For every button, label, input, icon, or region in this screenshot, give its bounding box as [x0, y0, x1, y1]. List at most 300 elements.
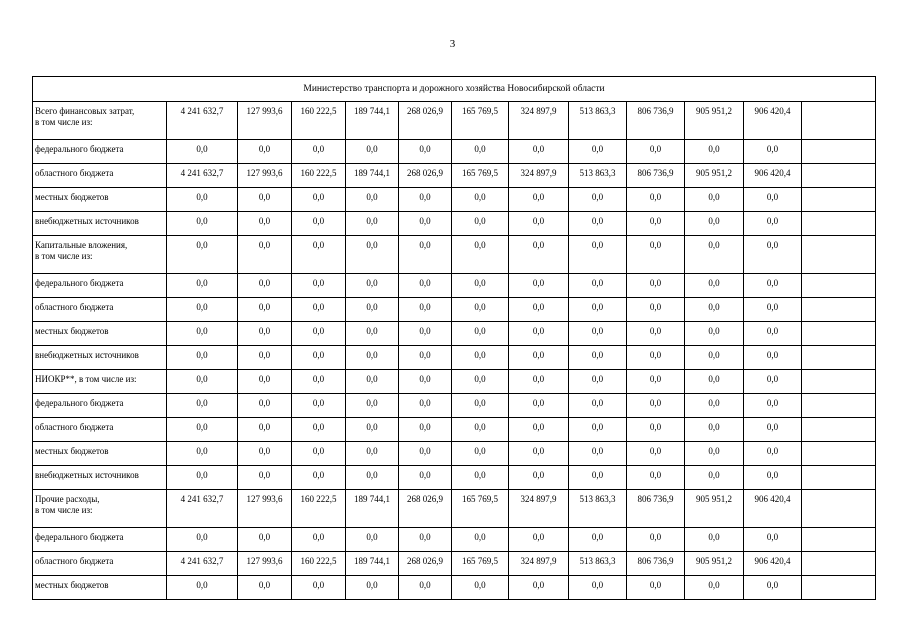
- value-cell: [238, 164, 292, 188]
- value-text: 0,0: [366, 374, 378, 384]
- value-cell: [399, 528, 452, 552]
- row-label: [33, 490, 167, 528]
- value-text: 127 993,6: [246, 494, 283, 504]
- row-label: [33, 236, 167, 274]
- value-cell: [627, 298, 685, 322]
- value-text: 0,0: [196, 278, 208, 288]
- empty-cell: [802, 164, 876, 188]
- value-cell: [292, 528, 346, 552]
- value-cell: [346, 394, 399, 418]
- value-cell: [452, 188, 509, 212]
- row-label-line: областного бюджета: [35, 302, 114, 312]
- empty-cell: [802, 370, 876, 394]
- value-cell: [569, 370, 627, 394]
- value-cell: [452, 164, 509, 188]
- empty-cell: [802, 188, 876, 212]
- table-row: [33, 274, 876, 298]
- value-text: 0,0: [419, 446, 431, 456]
- value-cell: [744, 346, 802, 370]
- value-cell: [167, 552, 238, 576]
- value-text: 0,0: [258, 580, 271, 590]
- value-cell: [399, 370, 452, 394]
- value-text: 0,0: [258, 278, 271, 288]
- row-label: [33, 442, 167, 466]
- value-text: 0,0: [474, 446, 486, 456]
- table-row: [33, 466, 876, 490]
- value-text: 0,0: [708, 192, 720, 202]
- value-cell: [744, 370, 802, 394]
- value-text: 0,0: [766, 532, 779, 542]
- value-cell: [346, 466, 399, 490]
- value-cell: [167, 528, 238, 552]
- value-text: 0,0: [649, 278, 662, 288]
- empty-cell: [802, 576, 876, 600]
- value-text: 0,0: [196, 532, 208, 542]
- table-row: [33, 164, 876, 188]
- row-label-line: областного бюджета: [35, 556, 114, 566]
- value-cell: [292, 212, 346, 236]
- value-cell: [627, 140, 685, 164]
- value-cell: [292, 418, 346, 442]
- value-cell: [292, 298, 346, 322]
- value-text: 0,0: [474, 240, 486, 250]
- value-cell: [627, 442, 685, 466]
- value-text: 0,0: [474, 192, 486, 202]
- value-text: 0,0: [258, 240, 271, 250]
- value-cell: [346, 164, 399, 188]
- value-cell: [569, 212, 627, 236]
- empty-cell: [802, 466, 876, 490]
- value-text: 0,0: [419, 470, 431, 480]
- table-row: [33, 140, 876, 164]
- value-text: 0,0: [649, 470, 662, 480]
- value-text: 0,0: [649, 446, 662, 456]
- value-text: 0,0: [312, 350, 325, 360]
- row-label-line: федерального бюджета: [35, 278, 124, 288]
- value-text: 0,0: [591, 216, 604, 226]
- value-cell: [452, 298, 509, 322]
- value-text: 0,0: [591, 326, 604, 336]
- value-text: 513 863,3: [579, 106, 616, 116]
- value-cell: [167, 188, 238, 212]
- table-row: [33, 346, 876, 370]
- value-cell: [238, 466, 292, 490]
- value-cell: [627, 466, 685, 490]
- value-text: 0,0: [532, 240, 545, 250]
- value-cell: [685, 370, 744, 394]
- value-text: 0,0: [366, 470, 378, 480]
- value-cell: [238, 490, 292, 528]
- value-cell: [744, 274, 802, 298]
- value-cell: [569, 442, 627, 466]
- value-text: 806 736,9: [637, 168, 674, 178]
- value-text: 189 744,1: [354, 556, 390, 566]
- value-cell: [452, 418, 509, 442]
- value-text: 906 420,4: [754, 494, 791, 504]
- value-cell: [509, 490, 569, 528]
- value-cell: [399, 346, 452, 370]
- value-cell: [346, 188, 399, 212]
- value-cell: [685, 274, 744, 298]
- value-cell: [346, 346, 399, 370]
- value-text: 189 744,1: [354, 494, 390, 504]
- empty-cell: [802, 212, 876, 236]
- value-text: 0,0: [474, 374, 486, 384]
- value-text: 0,0: [419, 326, 431, 336]
- value-cell: [744, 394, 802, 418]
- value-cell: [399, 236, 452, 274]
- value-cell: [292, 164, 346, 188]
- value-cell: [685, 236, 744, 274]
- value-cell: [238, 212, 292, 236]
- value-text: 0,0: [312, 422, 325, 432]
- value-cell: [292, 140, 346, 164]
- table-row: [33, 212, 876, 236]
- value-text: 0,0: [196, 422, 208, 432]
- value-cell: [346, 528, 399, 552]
- table-row: [33, 188, 876, 212]
- value-cell: [452, 490, 509, 528]
- value-text: 0,0: [474, 398, 486, 408]
- value-text: 0,0: [366, 240, 378, 250]
- row-label-line: областного бюджета: [35, 168, 114, 178]
- value-text: 0,0: [366, 216, 378, 226]
- value-cell: [685, 528, 744, 552]
- value-cell: [238, 346, 292, 370]
- value-cell: [744, 418, 802, 442]
- row-label-line: местных бюджетов: [35, 580, 109, 590]
- value-text: 513 863,3: [579, 494, 616, 504]
- value-text: 806 736,9: [637, 494, 674, 504]
- value-text: 0,0: [766, 326, 779, 336]
- value-text: 324 897,9: [520, 168, 557, 178]
- value-cell: [744, 466, 802, 490]
- value-text: 0,0: [532, 374, 545, 384]
- value-cell: [292, 490, 346, 528]
- value-text: 0,0: [196, 580, 208, 590]
- value-text: 0,0: [312, 326, 325, 336]
- value-cell: [569, 466, 627, 490]
- value-text: 0,0: [649, 326, 662, 336]
- value-cell: [238, 576, 292, 600]
- value-text: 0,0: [591, 580, 604, 590]
- value-text: 0,0: [708, 422, 720, 432]
- value-cell: [569, 528, 627, 552]
- row-label: [33, 140, 167, 164]
- value-cell: [167, 298, 238, 322]
- value-cell: [452, 394, 509, 418]
- value-cell: [452, 528, 509, 552]
- value-cell: [744, 188, 802, 212]
- value-text: 0,0: [766, 240, 779, 250]
- value-text: 0,0: [366, 350, 378, 360]
- row-label-line: в том числе из:: [35, 251, 93, 261]
- value-cell: [627, 552, 685, 576]
- value-cell: [627, 490, 685, 528]
- value-text: 268 026,9: [407, 494, 443, 504]
- value-text: 0,0: [366, 398, 378, 408]
- row-label-line: местных бюджетов: [35, 192, 109, 202]
- value-text: 0,0: [474, 350, 486, 360]
- value-text: 906 420,4: [754, 556, 791, 566]
- value-text: 165 769,5: [462, 106, 498, 116]
- value-cell: [452, 346, 509, 370]
- value-text: 0,0: [649, 302, 662, 312]
- value-text: 0,0: [766, 446, 779, 456]
- value-text: 0,0: [591, 192, 604, 202]
- value-cell: [685, 102, 744, 140]
- value-cell: [627, 528, 685, 552]
- value-cell: [346, 370, 399, 394]
- value-cell: [452, 466, 509, 490]
- value-cell: [346, 102, 399, 140]
- value-cell: [346, 490, 399, 528]
- value-text: 0,0: [708, 350, 720, 360]
- value-cell: [627, 346, 685, 370]
- value-cell: [292, 370, 346, 394]
- value-text: 0,0: [312, 470, 325, 480]
- value-text: 0,0: [258, 398, 271, 408]
- value-cell: [509, 322, 569, 346]
- value-text: 0,0: [312, 580, 325, 590]
- value-text: 0,0: [591, 398, 604, 408]
- empty-cell: [802, 102, 876, 140]
- value-text: 0,0: [366, 422, 378, 432]
- value-text: 0,0: [474, 216, 486, 226]
- value-cell: [509, 346, 569, 370]
- value-text: 0,0: [708, 326, 720, 336]
- value-text: 0,0: [532, 192, 545, 202]
- value-text: 0,0: [366, 446, 378, 456]
- value-text: 0,0: [474, 144, 486, 154]
- value-text: 0,0: [196, 192, 208, 202]
- row-label: [33, 418, 167, 442]
- value-text: 0,0: [196, 326, 208, 336]
- value-cell: [346, 236, 399, 274]
- row-label: [33, 322, 167, 346]
- value-text: 160 222,5: [300, 106, 337, 116]
- value-cell: [238, 188, 292, 212]
- empty-cell: [802, 528, 876, 552]
- value-cell: [238, 552, 292, 576]
- value-text: 0,0: [258, 374, 271, 384]
- value-cell: [399, 394, 452, 418]
- value-text: 189 744,1: [354, 106, 390, 116]
- value-cell: [685, 140, 744, 164]
- value-cell: [509, 298, 569, 322]
- value-cell: [238, 442, 292, 466]
- value-cell: [346, 322, 399, 346]
- value-text: 0,0: [532, 580, 545, 590]
- value-cell: [569, 298, 627, 322]
- empty-cell: [802, 394, 876, 418]
- value-cell: [292, 102, 346, 140]
- row-label: [33, 576, 167, 600]
- value-text: 0,0: [312, 302, 325, 312]
- value-cell: [744, 552, 802, 576]
- value-text: 0,0: [312, 374, 325, 384]
- value-text: 0,0: [591, 350, 604, 360]
- value-cell: [569, 418, 627, 442]
- page-number: 3: [449, 38, 456, 50]
- empty-cell: [802, 236, 876, 274]
- value-cell: [292, 442, 346, 466]
- value-text: 513 863,3: [579, 168, 616, 178]
- value-text: 0,0: [312, 532, 325, 542]
- value-cell: [399, 552, 452, 576]
- row-label-line: НИОКР**, в том числе из:: [35, 374, 137, 384]
- value-cell: [292, 274, 346, 298]
- value-text: 0,0: [766, 350, 779, 360]
- value-cell: [238, 236, 292, 274]
- value-text: 0,0: [312, 192, 325, 202]
- value-cell: [167, 236, 238, 274]
- value-text: 0,0: [419, 144, 431, 154]
- value-cell: [399, 418, 452, 442]
- value-text: 160 222,5: [300, 168, 337, 178]
- value-text: 0,0: [649, 422, 662, 432]
- row-label: [33, 346, 167, 370]
- value-cell: [238, 102, 292, 140]
- value-cell: [744, 164, 802, 188]
- value-text: 4 241 632,7: [180, 494, 224, 504]
- value-cell: [292, 188, 346, 212]
- value-text: 0,0: [419, 398, 431, 408]
- value-text: 268 026,9: [407, 168, 443, 178]
- value-text: 0,0: [196, 374, 208, 384]
- value-cell: [744, 102, 802, 140]
- value-text: 0,0: [649, 192, 662, 202]
- value-text: 0,0: [196, 240, 208, 250]
- value-text: 0,0: [258, 422, 271, 432]
- value-text: 0,0: [312, 216, 325, 226]
- value-text: 0,0: [591, 144, 604, 154]
- value-text: 0,0: [419, 240, 431, 250]
- value-text: 0,0: [708, 398, 720, 408]
- value-cell: [685, 298, 744, 322]
- value-cell: [452, 212, 509, 236]
- value-text: 0,0: [419, 278, 431, 288]
- value-cell: [744, 442, 802, 466]
- budget-table-body: [33, 77, 876, 600]
- value-text: 0,0: [196, 446, 208, 456]
- row-label: [33, 370, 167, 394]
- value-text: 0,0: [591, 302, 604, 312]
- value-cell: [685, 322, 744, 346]
- value-text: 0,0: [591, 532, 604, 542]
- value-text: 905 951,2: [696, 168, 732, 178]
- value-text: 0,0: [532, 398, 545, 408]
- value-cell: [509, 188, 569, 212]
- value-text: 0,0: [766, 216, 779, 226]
- value-text: 0,0: [532, 532, 545, 542]
- value-cell: [509, 102, 569, 140]
- value-cell: [292, 576, 346, 600]
- table-row: [33, 576, 876, 600]
- value-cell: [292, 394, 346, 418]
- value-text: 0,0: [419, 532, 431, 542]
- value-text: 0,0: [258, 144, 271, 154]
- value-cell: [399, 212, 452, 236]
- value-cell: [569, 274, 627, 298]
- value-text: 0,0: [366, 580, 378, 590]
- value-text: 0,0: [766, 302, 779, 312]
- row-label-line: Прочие расходы,: [35, 494, 100, 504]
- value-cell: [346, 442, 399, 466]
- value-cell: [399, 164, 452, 188]
- value-text: 0,0: [532, 216, 545, 226]
- value-text: 0,0: [649, 144, 662, 154]
- value-cell: [292, 466, 346, 490]
- value-cell: [167, 576, 238, 600]
- value-text: 0,0: [474, 580, 486, 590]
- value-cell: [685, 346, 744, 370]
- value-cell: [627, 322, 685, 346]
- table-row: [33, 298, 876, 322]
- value-text: 0,0: [419, 350, 431, 360]
- value-text: 165 769,5: [462, 556, 498, 566]
- value-text: 4 241 632,7: [180, 106, 224, 116]
- value-text: 268 026,9: [407, 556, 443, 566]
- value-text: 0,0: [591, 422, 604, 432]
- value-cell: [509, 466, 569, 490]
- table-row: [33, 394, 876, 418]
- value-text: 0,0: [766, 278, 779, 288]
- value-cell: [346, 212, 399, 236]
- value-text: 0,0: [708, 240, 720, 250]
- value-cell: [167, 418, 238, 442]
- value-text: 127 993,6: [246, 168, 283, 178]
- row-label: [33, 102, 167, 140]
- table-row: [33, 418, 876, 442]
- value-cell: [569, 164, 627, 188]
- value-cell: [399, 140, 452, 164]
- value-cell: [167, 394, 238, 418]
- value-text: 127 993,6: [246, 106, 283, 116]
- value-cell: [399, 490, 452, 528]
- value-cell: [509, 394, 569, 418]
- row-label-line: внебюджетных источников: [35, 470, 139, 480]
- row-label-line: местных бюджетов: [35, 446, 109, 456]
- value-text: 0,0: [766, 580, 779, 590]
- row-label-line: в том числе из:: [35, 505, 93, 515]
- value-cell: [569, 490, 627, 528]
- value-text: 0,0: [474, 532, 486, 542]
- table-row: [33, 322, 876, 346]
- value-cell: [452, 576, 509, 600]
- value-text: 0,0: [649, 240, 662, 250]
- table-row: [33, 528, 876, 552]
- value-text: 0,0: [366, 192, 378, 202]
- empty-cell: [802, 346, 876, 370]
- empty-cell: [802, 442, 876, 466]
- value-cell: [346, 552, 399, 576]
- value-cell: [509, 274, 569, 298]
- value-text: 906 420,4: [754, 106, 791, 116]
- value-cell: [685, 466, 744, 490]
- value-cell: [627, 236, 685, 274]
- value-text: 0,0: [312, 144, 325, 154]
- value-text: 0,0: [649, 580, 662, 590]
- value-cell: [509, 552, 569, 576]
- value-text: 0,0: [708, 302, 720, 312]
- value-cell: [399, 274, 452, 298]
- value-cell: [685, 394, 744, 418]
- value-text: 0,0: [766, 422, 779, 432]
- value-cell: [399, 102, 452, 140]
- value-text: 0,0: [258, 216, 271, 226]
- table-row: [33, 102, 876, 140]
